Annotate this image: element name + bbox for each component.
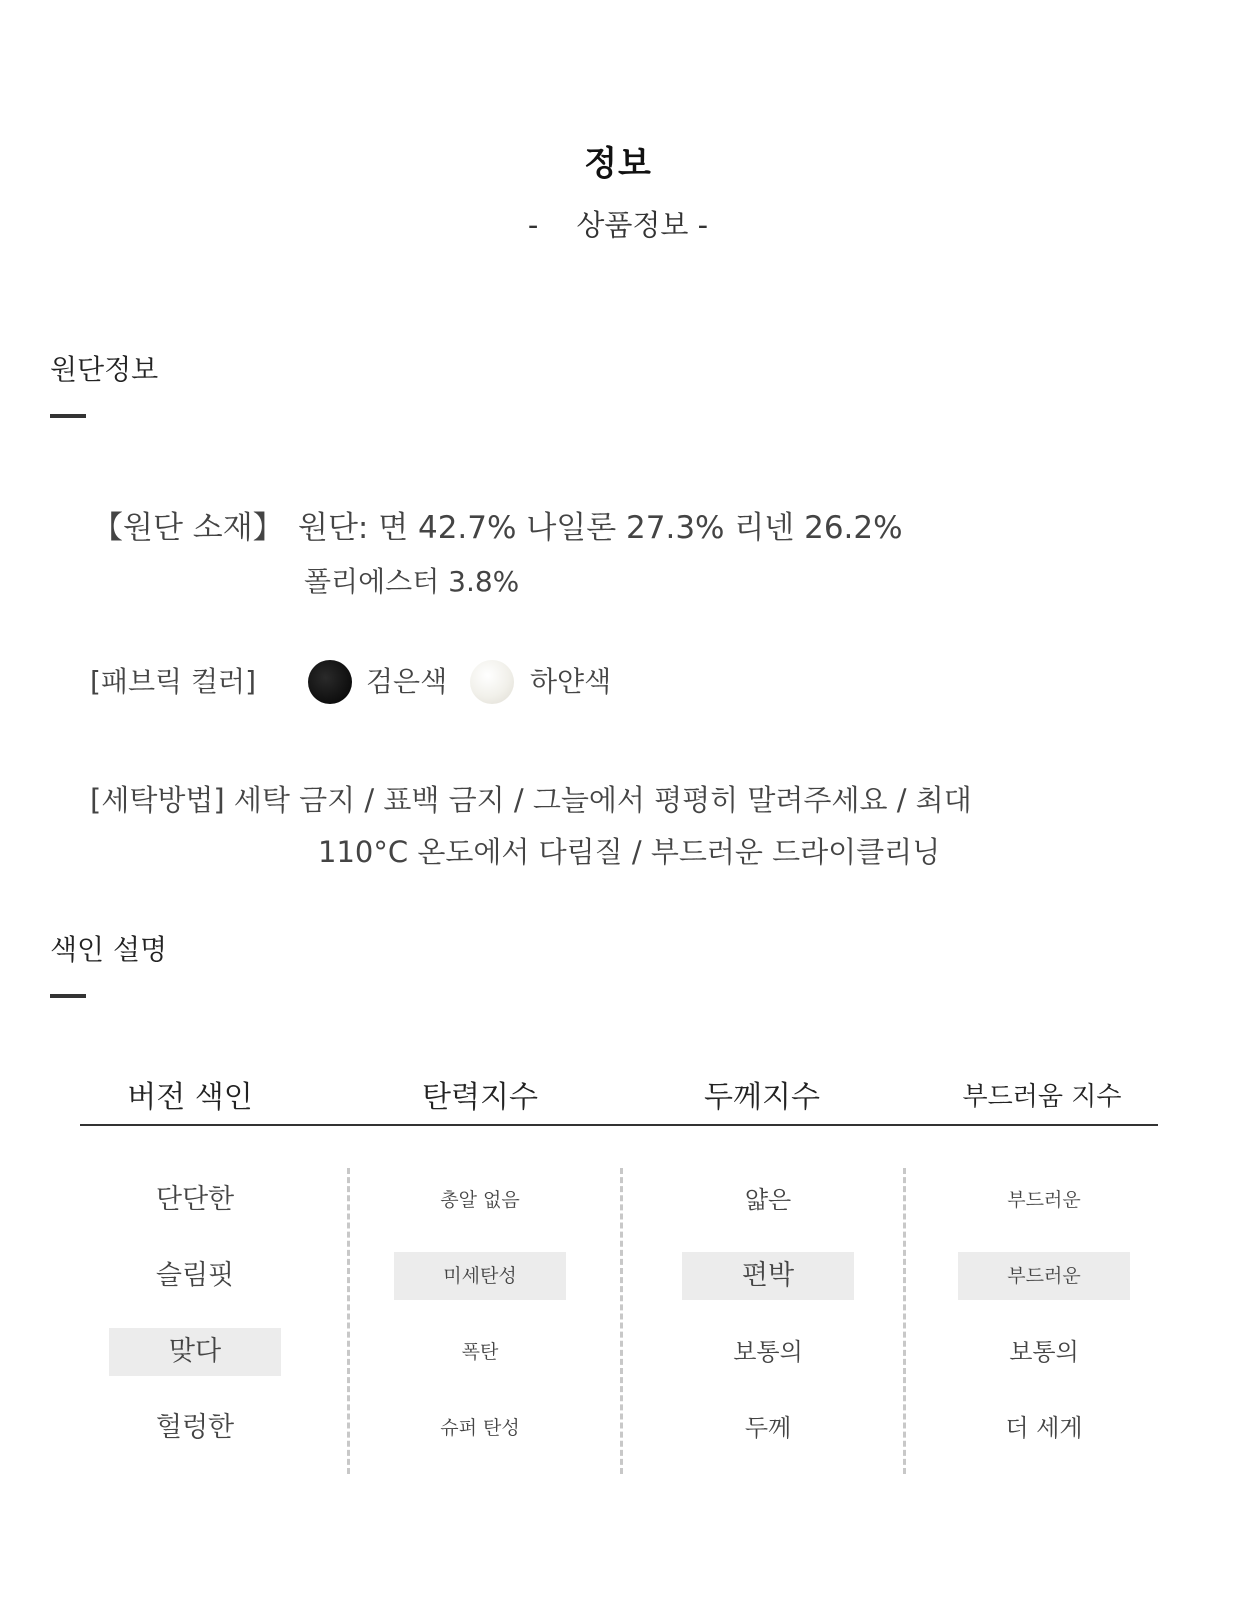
material-label: 【원단 소재】 xyxy=(92,510,284,546)
washing-instructions-line1: [세탁방법] 세탁 금지 / 표백 금지 / 그늘에서 평평히 말려주세요 / 최대 xyxy=(90,783,972,817)
fit-option: 슬림핏 xyxy=(155,1260,235,1291)
column-header-thickness: 두께지수 xyxy=(704,1080,820,1115)
washing-instructions-line2: 110°C 온도에서 다림질 / 부드러운 드라이클리닝 xyxy=(318,835,941,869)
elasticity-option: 총알 없음 xyxy=(440,1189,520,1211)
color-name-white: 하얀색 xyxy=(530,665,612,698)
thickness-option: 두께 xyxy=(744,1414,792,1442)
column-separator xyxy=(620,1168,623,1474)
color-name-black: 검은색 xyxy=(366,665,448,698)
softness-option-selected: 부드러운 xyxy=(958,1252,1130,1300)
material-composition-line2: 폴리에스터 3.8% xyxy=(304,565,520,598)
column-separator xyxy=(903,1168,906,1474)
thickness-option: 얇은 xyxy=(744,1186,792,1214)
column-header-elasticity: 탄력지수 xyxy=(422,1080,538,1115)
column-separator xyxy=(347,1168,350,1474)
subtitle-text: 상품정보 - xyxy=(576,208,709,242)
fit-option: 헐렁한 xyxy=(155,1412,235,1443)
fabric-color-label: [패브릭 컬러] xyxy=(90,665,256,698)
fit-option-selected: 맞다 xyxy=(109,1328,281,1376)
elasticity-option-selected: 미세탄성 xyxy=(394,1252,566,1300)
softness-option: 부드러운 xyxy=(1007,1189,1081,1211)
section-divider-bar xyxy=(50,994,86,998)
page-title: 정보 xyxy=(584,144,652,184)
subtitle-dash: - xyxy=(527,208,539,242)
softness-option: 더 세게 xyxy=(1005,1414,1083,1442)
elasticity-option: 슈퍼 탄성 xyxy=(440,1417,520,1439)
column-header-softness: 부드러움 지수 xyxy=(962,1082,1122,1112)
elasticity-option: 폭탄 xyxy=(461,1341,499,1363)
index-section-heading: 색인 설명 xyxy=(50,933,168,966)
thickness-option-selected: 편박 xyxy=(682,1252,854,1300)
column-header-fit: 버전 색인 xyxy=(127,1080,253,1115)
page-subtitle xyxy=(0,203,1236,244)
section-divider-bar xyxy=(50,414,86,418)
thickness-option: 보통의 xyxy=(733,1338,803,1366)
fit-option: 단단한 xyxy=(155,1184,235,1215)
material-composition-line1: 원단: 면 42.7% 나일론 27.3% 리넨 26.2% xyxy=(298,510,903,546)
softness-option: 보통의 xyxy=(1009,1338,1079,1366)
white-color-swatch xyxy=(470,660,514,704)
black-color-swatch xyxy=(308,660,352,704)
table-header-rule xyxy=(80,1124,1158,1126)
fabric-section-heading: 원단정보 xyxy=(50,353,159,386)
